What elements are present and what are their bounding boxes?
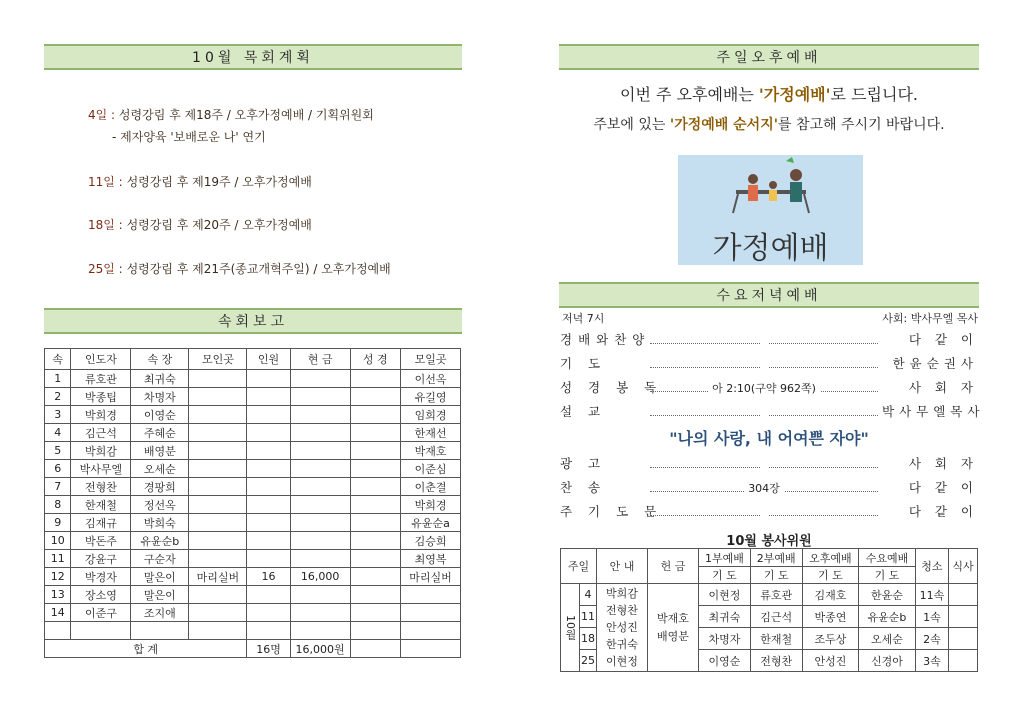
att-cell [189, 388, 247, 406]
vol-clean: 2속 [915, 628, 948, 650]
vol-guides [597, 584, 648, 672]
vol-head-meal: 식사 [949, 549, 978, 584]
att-cell [71, 622, 131, 640]
att-cell: 임희경 [401, 406, 461, 424]
att-cell: 유윤순a [401, 514, 461, 532]
att-col-4: 인원 [247, 349, 290, 370]
afternoon-line2: 주보에 있는 '가정예배 순서지'를 참고해 주시기 바랍니다. [593, 117, 945, 133]
att-cell [247, 370, 290, 388]
vol-head-wed: 수요예배 [859, 549, 916, 567]
att-cell [350, 442, 401, 460]
att-cell [247, 478, 290, 496]
vol-head-s2: 2부예배 [750, 549, 802, 567]
order-item [560, 500, 978, 522]
att-cell: 김승희 [401, 532, 461, 550]
att-cell: 박재호 [401, 442, 461, 460]
att-cell [189, 586, 247, 604]
vol-month: 10월 [561, 584, 580, 672]
att-col-3: 모인곳 [189, 349, 247, 370]
att-cell [290, 478, 350, 496]
att-cell [350, 568, 401, 586]
order-dots [650, 358, 878, 368]
att-cell: 이영순 [131, 406, 189, 424]
att-cell [290, 550, 350, 568]
vol-head-pray-1: 기 도 [699, 567, 751, 584]
attendance-header: 속회보고 [44, 308, 462, 334]
vol-s2: 류호관 [750, 584, 802, 606]
att-cell: 말은이 [131, 568, 189, 586]
att-col-6: 성 경 [350, 349, 401, 370]
vol-pm: 박종연 [802, 606, 859, 628]
att-cell: 7 [45, 478, 71, 496]
table-row [45, 604, 461, 622]
vol-meal [949, 584, 978, 606]
att-cell [189, 532, 247, 550]
family-icon [678, 155, 863, 225]
vol-guide-name: 이현정 [606, 655, 638, 668]
vol-offer [648, 584, 699, 672]
afternoon-line1: 이번 주 오후예배는 '가정예배'로 드립니다. [620, 85, 918, 104]
att-cell: 마리실버 [189, 568, 247, 586]
att-cell: 한재철 [71, 496, 131, 514]
att-cell [350, 586, 401, 604]
att-cell: 오세순 [131, 460, 189, 478]
vol-offer-name: 박재호 [657, 611, 689, 625]
order-label: 찬 송 [560, 480, 607, 495]
att-cell [350, 496, 401, 514]
order-label: 설 교 [560, 404, 607, 419]
vol-meal [949, 606, 978, 628]
att-cell [189, 406, 247, 424]
att-cell [350, 370, 401, 388]
vol-head-guide: 안 내 [597, 549, 648, 584]
table-row [45, 496, 461, 514]
order-person: 한윤순권사 [892, 356, 978, 371]
att-cell: 2 [45, 388, 71, 406]
att-col-1: 인도자 [71, 349, 131, 370]
att-cell [350, 406, 401, 424]
att-cell [290, 460, 350, 478]
att-cell: 13 [45, 586, 71, 604]
att-col-5: 현 금 [290, 349, 350, 370]
att-cell: 강윤구 [71, 550, 131, 568]
att-cell: 최귀숙 [131, 370, 189, 388]
plan-item-1: 4일 : 성령강림 후 제18주 / 오후가정예배 / 기획위원회 [88, 108, 374, 122]
att-cell [247, 622, 290, 640]
att-cell [189, 622, 247, 640]
att-cell: 박희경 [401, 496, 461, 514]
vol-clean: 1속 [915, 606, 948, 628]
att-cell [290, 442, 350, 460]
vol-s1: 이영순 [699, 650, 751, 672]
att-cell: 구순자 [131, 550, 189, 568]
order-dots [650, 506, 878, 516]
sermon-title: "나의 사랑, 내 어여쁜 자야" [669, 429, 869, 448]
order-item [560, 476, 978, 498]
att-cell: 박종팁 [71, 388, 131, 406]
order-item [560, 376, 978, 398]
order-person: 다 같 이 [908, 480, 978, 495]
att-cell: 마리실버 [401, 568, 461, 586]
att-cell [290, 604, 350, 622]
att-cell: 이준구 [71, 604, 131, 622]
order-dots [650, 458, 878, 468]
vol-head-pm: 오후예배 [802, 549, 859, 567]
vol-head-week: 주일 [561, 549, 597, 584]
vol-head-pray-4: 기 도 [859, 567, 916, 584]
image-caption: 가정예배 [712, 231, 829, 266]
att-cell: 차명자 [131, 388, 189, 406]
att-cell: 이선옥 [401, 370, 461, 388]
att-col-2: 속 장 [131, 349, 189, 370]
att-cell: 12 [45, 568, 71, 586]
att-cell [189, 460, 247, 478]
wednesday-header: 수요저녁예배 [559, 282, 979, 308]
order-person: 사 회 자 [908, 456, 978, 471]
order-detail: 아 2:10(구약 962쪽) [708, 382, 820, 395]
order-label: 주 기 도 문 [560, 504, 663, 519]
att-cell: 말은이 [131, 586, 189, 604]
table-row [45, 424, 461, 442]
att-cell [189, 604, 247, 622]
vol-pm: 안성진 [802, 650, 859, 672]
att-cell [350, 622, 401, 640]
att-cell [189, 424, 247, 442]
vol-s1: 최귀숙 [699, 606, 751, 628]
att-cell [189, 478, 247, 496]
total-people: 16명 [247, 640, 290, 658]
vol-guide-name: 한귀숙 [606, 638, 638, 651]
table-row [45, 406, 461, 424]
order-detail [760, 334, 768, 347]
att-cell [290, 388, 350, 406]
att-cell [290, 586, 350, 604]
total-label: 합 계 [45, 640, 247, 658]
att-cell [350, 604, 401, 622]
att-cell [247, 496, 290, 514]
att-cell: 16 [247, 568, 290, 586]
vol-head-pray-2: 기 도 [750, 567, 802, 584]
att-cell: 10 [45, 532, 71, 550]
att-cell: 14 [45, 604, 71, 622]
vol-s1: 차명자 [699, 628, 751, 650]
att-cell: 11 [45, 550, 71, 568]
att-cell: 이준심 [401, 460, 461, 478]
table-row [45, 568, 461, 586]
order-item [560, 452, 978, 474]
att-cell: 9 [45, 514, 71, 532]
vol-date: 11 [580, 606, 597, 628]
order-dots [650, 334, 878, 344]
vol-guide-name: 안성진 [606, 621, 638, 634]
att-cell: 박희숙 [131, 514, 189, 532]
order-detail [760, 506, 768, 519]
att-cell: 16,000 [290, 568, 350, 586]
att-cell: 8 [45, 496, 71, 514]
volunteer-title: 10월 봉사위원 [726, 534, 812, 549]
volunteer-table [560, 548, 978, 672]
att-cell: 박사무엘 [71, 460, 131, 478]
order-detail [760, 458, 768, 471]
vol-offer-name: 배영분 [657, 629, 689, 643]
order-item [560, 352, 978, 374]
att-cell [290, 514, 350, 532]
att-cell [290, 532, 350, 550]
order-label: 경배와찬양 [560, 332, 651, 347]
attendance-table [44, 348, 461, 658]
family-worship-image [678, 155, 863, 265]
vol-pm: 조두상 [802, 628, 859, 650]
att-cell: 박희경 [71, 406, 131, 424]
att-cell: 김근석 [71, 424, 131, 442]
vol-guide-name: 전형찬 [606, 604, 638, 617]
order-label: 기 도 [560, 356, 607, 371]
att-cell [247, 406, 290, 424]
order-detail: 304장 [744, 482, 784, 495]
att-cell: 장소영 [71, 586, 131, 604]
table-row [45, 586, 461, 604]
att-col-0: 속 [45, 349, 71, 370]
vol-head-s1: 1부예배 [699, 549, 751, 567]
table-row [45, 622, 461, 640]
att-cell: 박돈주 [71, 532, 131, 550]
order-person: 사 회 자 [908, 380, 978, 395]
att-cell: 6 [45, 460, 71, 478]
att-cell [401, 604, 461, 622]
vol-guide-name: 박희감 [606, 587, 638, 600]
table-row [45, 442, 461, 460]
order-item [560, 400, 985, 422]
att-cell [290, 496, 350, 514]
att-cell [189, 550, 247, 568]
att-cell [247, 388, 290, 406]
att-cell [247, 460, 290, 478]
att-col-7: 모일곳 [401, 349, 461, 370]
att-cell [350, 478, 401, 496]
total-offering: 16,000원 [290, 640, 350, 658]
wednesday-time: 저녁 7시 [562, 312, 605, 325]
att-cell: 3 [45, 406, 71, 424]
att-cell [290, 424, 350, 442]
att-cell [247, 586, 290, 604]
vol-s1: 이현정 [699, 584, 751, 606]
att-cell: 정선옥 [131, 496, 189, 514]
plan-header: 10월 목회계획 [44, 44, 462, 70]
att-cell [247, 532, 290, 550]
table-row [45, 532, 461, 550]
wednesday-leader: 사회: 박사무엘 목사 [882, 312, 978, 325]
att-cell [350, 532, 401, 550]
vol-head-pray-3: 기 도 [802, 567, 859, 584]
plan-item-1-note: - 제자양육 '보배로운 나' 연기 [112, 130, 266, 144]
att-cell [350, 424, 401, 442]
att-cell: 한재선 [401, 424, 461, 442]
vol-pm: 김재호 [802, 584, 859, 606]
att-cell [350, 388, 401, 406]
att-cell [290, 622, 350, 640]
order-person: 다 같 이 [908, 332, 978, 347]
table-row [45, 550, 461, 568]
vol-wed: 한윤순 [859, 584, 916, 606]
vol-s2: 김근석 [750, 606, 802, 628]
att-cell: 4 [45, 424, 71, 442]
att-cell [350, 460, 401, 478]
att-cell [189, 442, 247, 460]
order-dots [650, 482, 878, 495]
att-cell: 배영분 [131, 442, 189, 460]
order-label: 광 고 [560, 456, 607, 471]
att-cell [131, 622, 189, 640]
order-item [560, 328, 978, 350]
vol-date: 25 [580, 650, 597, 672]
vol-head-offer: 헌 금 [648, 549, 699, 584]
att-cell: 조지애 [131, 604, 189, 622]
att-cell: 유윤순b [131, 532, 189, 550]
att-cell [247, 442, 290, 460]
att-cell: 유길영 [401, 388, 461, 406]
order-dots [650, 382, 878, 395]
att-cell [247, 604, 290, 622]
vol-clean: 11속 [915, 584, 948, 606]
plan-item-2: 11일 : 성령강림 후 제19주 / 오후가정예배 [88, 175, 312, 189]
att-cell [189, 496, 247, 514]
vol-date: 4 [580, 584, 597, 606]
att-cell [350, 514, 401, 532]
att-cell [247, 424, 290, 442]
att-cell [290, 370, 350, 388]
att-cell: 주혜순 [131, 424, 189, 442]
vol-s2: 전형찬 [750, 650, 802, 672]
vol-s2: 한재철 [750, 628, 802, 650]
att-cell [45, 622, 71, 640]
plan-item-3: 18일 : 성령강림 후 제20주 / 오후가정예배 [88, 218, 312, 232]
att-cell [401, 622, 461, 640]
att-cell: 최영복 [401, 550, 461, 568]
table-row [561, 584, 978, 606]
table-row [45, 514, 461, 532]
att-cell: 류호관 [71, 370, 131, 388]
att-cell: 박경자 [71, 568, 131, 586]
order-person: 박사무엘목사 [882, 404, 985, 419]
att-cell: 경팡희 [131, 478, 189, 496]
att-cell [350, 550, 401, 568]
att-cell [290, 406, 350, 424]
vol-meal [949, 628, 978, 650]
att-cell: 5 [45, 442, 71, 460]
vol-clean: 3속 [915, 650, 948, 672]
afternoon-header: 주일오후예배 [559, 44, 979, 70]
vol-meal [949, 650, 978, 672]
att-cell: 이춘결 [401, 478, 461, 496]
vol-date: 18 [580, 628, 597, 650]
att-cell [401, 586, 461, 604]
att-cell: 김재규 [71, 514, 131, 532]
order-person: 다 같 이 [908, 504, 978, 519]
order-detail [760, 358, 768, 371]
att-cell [247, 550, 290, 568]
vol-wed: 오세순 [859, 628, 916, 650]
table-row [45, 478, 461, 496]
table-row [45, 460, 461, 478]
table-row [45, 388, 461, 406]
order-label: 성 경 봉 독 [560, 380, 663, 395]
att-cell [247, 514, 290, 532]
att-cell [189, 370, 247, 388]
vol-wed: 신경아 [859, 650, 916, 672]
att-cell [189, 514, 247, 532]
vol-head-clean: 청소 [915, 549, 948, 584]
att-cell: 전형찬 [71, 478, 131, 496]
table-row [45, 370, 461, 388]
order-dots [650, 406, 878, 416]
att-cell: 1 [45, 370, 71, 388]
plan-item-4: 25일 : 성령강림 후 제21주(종교개혁주일) / 오후가정예배 [88, 262, 391, 276]
order-detail [760, 406, 768, 419]
vol-wed: 유윤순b [859, 606, 916, 628]
att-cell: 박희감 [71, 442, 131, 460]
